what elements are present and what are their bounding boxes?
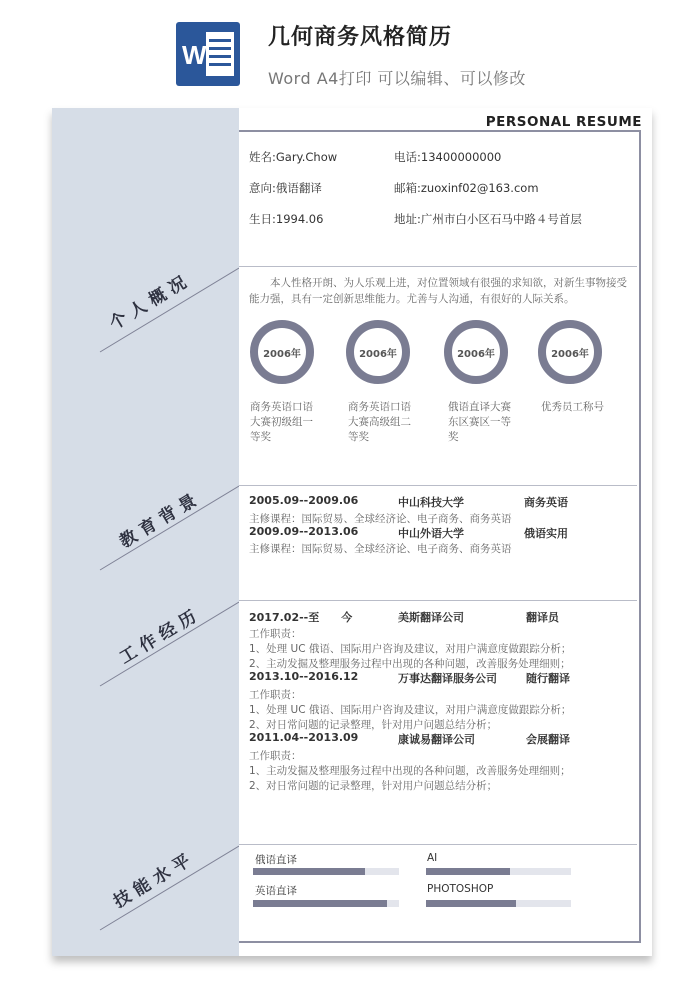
work-company-1: 美斯翻译公司: [398, 611, 464, 624]
info-birth: [249, 211, 323, 227]
work-duty-3-1: 1、主动发掘及整理服务过程中出现的各种问题，改善服务处理细则；: [249, 765, 571, 777]
award-ring-4: 2006年: [538, 320, 602, 384]
award-text-2: 商务英语口语大赛高级组二等奖: [348, 401, 411, 443]
work-period-1: 2017.02--至 今: [249, 611, 353, 624]
intent-value: 俄语翻译: [275, 181, 322, 195]
edu-period-1: 2005.09--2009.06: [249, 494, 359, 507]
edu-major-2: 俄语实用: [524, 527, 568, 540]
word-document-icon: [176, 22, 240, 86]
work-period-2: 2013.10--2016.12: [249, 670, 359, 683]
divider: [239, 844, 637, 845]
award-ring-1: 2006年: [250, 320, 314, 384]
work-duty-1-2: 2、主动发掘及整理服务过程中出现的各种问题，改善服务处理细则；: [249, 658, 571, 670]
info-name: [249, 149, 337, 165]
skill-fill-4: [426, 900, 516, 907]
skill-name-2: AI: [427, 852, 438, 864]
sidebar-diagonals: [52, 108, 239, 956]
edu-school-1: 中山科技大学: [398, 496, 464, 509]
page-header: [0, 0, 700, 100]
skill-bar-2: [426, 868, 571, 875]
divider: [239, 485, 637, 486]
address-value: 广州市白小区石马中路４号首层: [420, 212, 582, 226]
section-label-work: 工 作 经 历: [116, 606, 201, 669]
info-address: [394, 211, 582, 227]
word-icon-letter: W: [182, 40, 207, 70]
work-duty-label-1: 工作职责：: [249, 628, 302, 640]
info-phone: [394, 149, 501, 165]
document-title: 几何商务风格简历: [268, 25, 453, 50]
skill-fill-2: [426, 868, 510, 875]
birth-label: 生日:: [249, 212, 276, 226]
work-period-3: 2011.04--2013.09: [249, 731, 359, 744]
skill-bar-1: [253, 868, 399, 875]
skill-name-4: PHOTOSHOP: [427, 883, 494, 895]
resume-heading: PERSONAL RESUME: [485, 114, 642, 130]
skill-fill-3: [253, 900, 387, 907]
edu-school-2: 中山外语大学: [398, 527, 464, 540]
edu-courses-1: 主修课程：国际贸易、全球经济论、电子商务、商务英语: [249, 513, 512, 525]
email-value: zuoxinf02@163.com: [420, 181, 539, 195]
edu-period-2: 2009.09--2013.06: [249, 525, 359, 538]
work-duty-label-2: 工作职责：: [249, 689, 302, 701]
address-label: 地址:: [394, 212, 421, 226]
summary-text: 本人性格开朗、为人乐观上进，对位置领域有很强的求知欲，对新生事物接受能力强，具有一定创新思维能力。尤善与人沟通，有很好的人际关系。: [249, 277, 627, 305]
skill-name-3: 英语直译: [255, 885, 297, 897]
edu-major-1: 商务英语: [524, 496, 568, 509]
email-label: 邮箱:: [394, 181, 421, 195]
award-text-4: 优秀员工称号: [541, 401, 604, 413]
resume-sidebar: [52, 108, 239, 956]
work-duty-label-3: 工作职责：: [249, 750, 302, 762]
name-label: 姓名:: [249, 150, 276, 164]
info-intent: [249, 180, 322, 196]
phone-label: 电话:: [394, 150, 421, 164]
work-company-3: 康诚易翻译公司: [398, 733, 475, 746]
edu-courses-2: 主修课程：国际贸易、全球经济论、电子商务、商务英语: [249, 543, 512, 555]
award-text-3: 俄语直译大赛东区赛区一等奖: [448, 401, 511, 443]
skill-bar-3: [253, 900, 399, 907]
work-company-2: 万事达翻译服务公司: [398, 672, 497, 685]
work-duty-1-1: 1、处理 UC 俄语、国际用户咨询及建议，对用户满意度做跟踪分析；: [249, 643, 572, 655]
award-ring-2: 2006年: [346, 320, 410, 384]
work-role-3: 会展翻译: [526, 733, 570, 746]
award-text-1: 商务英语口语大赛初级组一等奖: [250, 401, 313, 443]
skill-fill-1: [253, 868, 365, 875]
work-duty-2-1: 1、处理 UC 俄语、国际用户咨询及建议，对用户满意度做跟踪分析；: [249, 704, 572, 716]
skill-name-1: 俄语直译: [255, 854, 297, 866]
skill-bar-4: [426, 900, 571, 907]
work-duty-2-2: 2、对日常问题的记录整理，针对用户问题总结分析；: [249, 719, 498, 731]
birth-value: 1994.06: [275, 212, 324, 226]
info-email: [394, 180, 539, 196]
name-value: Gary.Chow: [275, 150, 338, 164]
section-label-education: 教 育 背 景: [116, 490, 201, 553]
divider: [239, 266, 637, 267]
work-duty-3-2: 2、对日常问题的记录整理，针对用户问题总结分析；: [249, 780, 498, 792]
award-ring-3: 2006年: [444, 320, 508, 384]
phone-value: 13400000000: [420, 150, 502, 164]
document-subtitle: Word A4打印 可以编辑、可以修改: [268, 69, 526, 88]
work-role-2: 随行翻译: [526, 672, 570, 685]
intent-label: 意向:: [249, 181, 276, 195]
section-label-overview: 个 人 概 况: [106, 272, 191, 335]
section-label-skills: 技 能 水 平: [110, 850, 195, 913]
work-role-1: 翻译员: [526, 611, 559, 624]
resume-paper: [52, 108, 652, 956]
divider: [239, 600, 637, 601]
